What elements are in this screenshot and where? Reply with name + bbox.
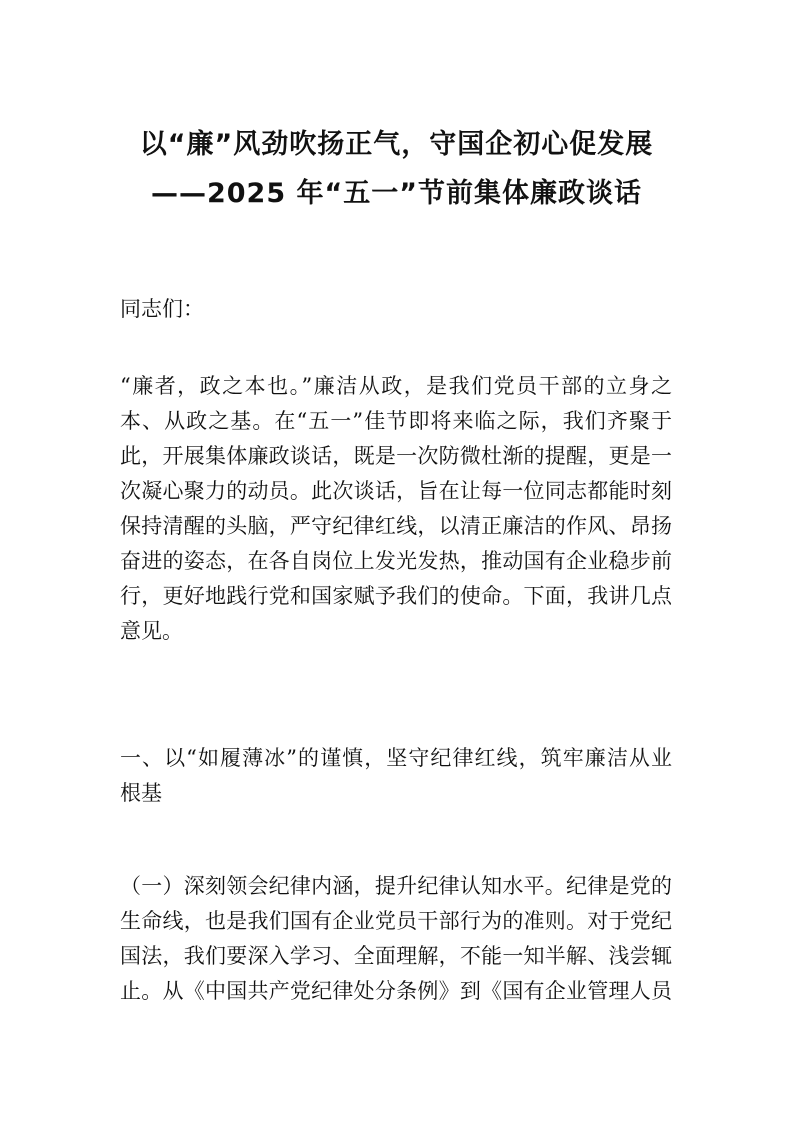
salutation [120, 292, 672, 327]
intro-paragraph [120, 369, 672, 649]
subsection-line: 止。从《中国共产党纪律处分条例》到《国有企业管理人员 [120, 979, 672, 1003]
salutation-text: 同志们： [120, 297, 204, 321]
intro-line: 意见。 [120, 619, 183, 643]
section-heading-line: 一、以“如履薄冰”的谨慎，坚守纪律红线，筑牢廉洁从业 [120, 746, 672, 770]
intro-line: “廉者，政之本也。”廉洁从政，是我们党员干部的立身之 [120, 374, 672, 398]
intro-line: 奋进的姿态，在各自岗位上发光发热，推动国有企业稳步前 [120, 549, 672, 573]
intro-line: 保持清醒的头脑，严守纪律红线，以清正廉洁的作风、昂扬 [120, 514, 672, 538]
section-heading-line: 根基 [120, 781, 162, 805]
subsection-line: （一）深刻领会纪律内涵，提升纪律认知水平。纪律是党的 [120, 874, 672, 898]
section-1-heading [120, 741, 672, 811]
intro-line: 本、从政之基。在“五一”佳节即将来临之际，我们齐聚于 [120, 409, 672, 433]
intro-line: 行，更好地践行党和国家赋予我们的使命。下面，我讲几点 [120, 584, 672, 608]
document-subtitle-line-2: ——2025 年“五一”节前集体廉政谈话 [150, 178, 643, 209]
intro-line: 此，开展集体廉政谈话，既是一次防微杜渐的提醒，更是一 [120, 444, 672, 468]
subsection-line: 生命线，也是我们国有企业党员干部行为的准则。对于党纪 [120, 909, 672, 933]
intro-line: 次凝心聚力的动员。此次谈话，旨在让每一位同志都能时刻 [120, 479, 672, 503]
subsection-1-paragraph [120, 869, 672, 1009]
subsection-line: 国法，我们要深入学习、全面理解，不能一知半解、浅尝辄 [120, 944, 672, 968]
document-title-line-1: 以“廉”风劲吹扬正气，守国企初心促发展 [139, 129, 654, 160]
